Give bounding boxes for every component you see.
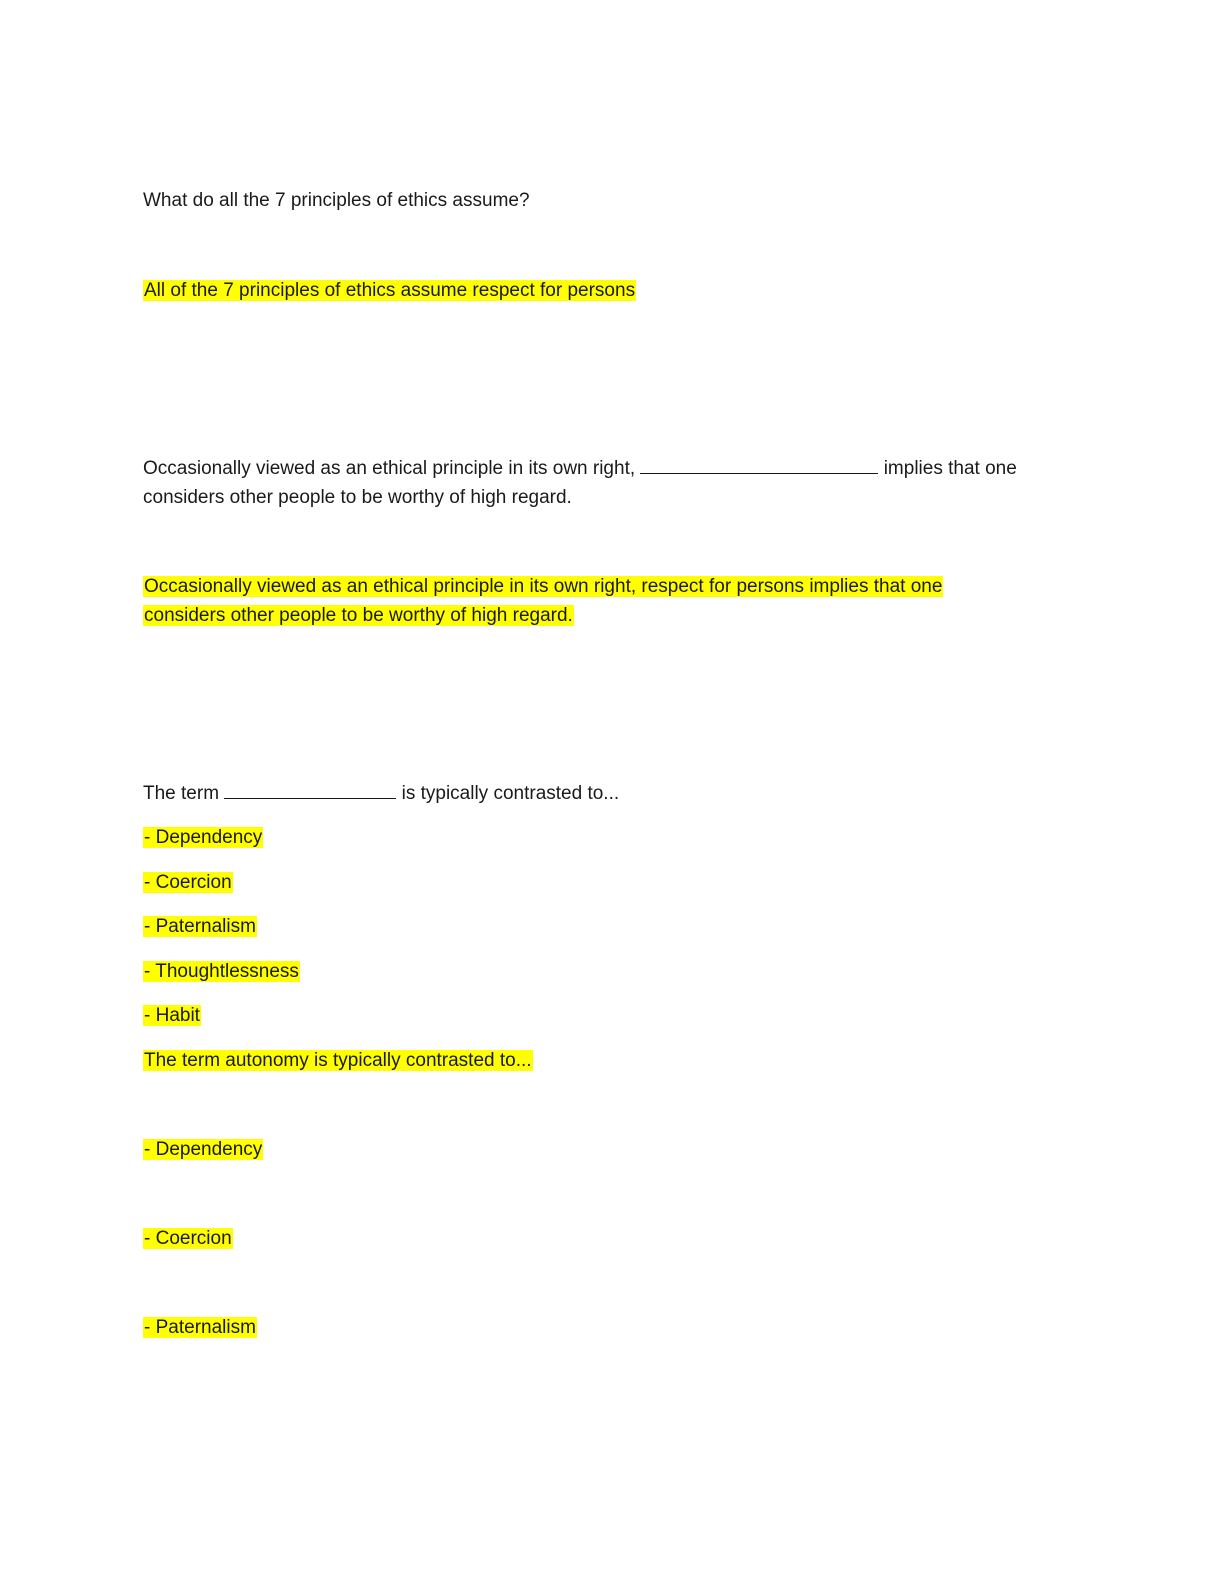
list-item xyxy=(143,1224,233,1253)
list-item xyxy=(143,1135,263,1164)
answer-3-heading xyxy=(143,1046,533,1075)
list-item xyxy=(143,868,233,897)
answer-1 xyxy=(143,276,636,305)
list-item xyxy=(143,1313,257,1342)
question-2-text-part1: Occasionally viewed as an ethical principle in its own right, xyxy=(143,458,636,479)
fill-in-blank xyxy=(640,455,878,474)
question-3-text-part1: The term xyxy=(143,783,220,804)
answer-3-heading-text: The term autonomy is typically contrasted to... xyxy=(144,1050,532,1071)
question-2-text-part2: implies that one xyxy=(883,458,1017,479)
answer-coercion: - Coercion xyxy=(144,1228,232,1249)
answer-2-text-line1: Occasionally viewed as an ethical principle in its own right, respect for persons implies that one xyxy=(144,576,943,597)
list-item xyxy=(143,912,257,941)
question-2-line-1 xyxy=(143,454,1017,483)
question-3-text-part2: is typically contrasted to... xyxy=(401,783,620,804)
question-2-text-line2: considers other people to be worthy of high regard. xyxy=(143,487,572,508)
question-3 xyxy=(143,779,619,808)
answer-2-line-1 xyxy=(143,572,943,601)
option-thoughtlessness: - Thoughtlessness xyxy=(144,961,299,982)
option-dependency: - Dependency xyxy=(144,827,263,848)
question-1-text: What do all the 7 principles of ethics assume? xyxy=(143,190,530,211)
answer-dependency: - Dependency xyxy=(144,1139,263,1160)
fill-in-blank xyxy=(224,780,396,799)
answer-1-text: All of the 7 principles of ethics assume respect for persons xyxy=(144,280,636,301)
list-item xyxy=(143,1001,201,1030)
option-paternalism: - Paternalism xyxy=(144,916,256,937)
list-item xyxy=(143,957,300,986)
option-coercion: - Coercion xyxy=(144,872,232,893)
question-1 xyxy=(143,186,530,215)
answer-paternalism: - Paternalism xyxy=(144,1317,256,1338)
question-2-line-2 xyxy=(143,483,572,512)
option-habit: - Habit xyxy=(144,1005,200,1026)
answer-2-line-2 xyxy=(143,601,574,630)
answer-2-text-line2: considers other people to be worthy of high regard. xyxy=(144,605,573,626)
list-item xyxy=(143,823,263,852)
